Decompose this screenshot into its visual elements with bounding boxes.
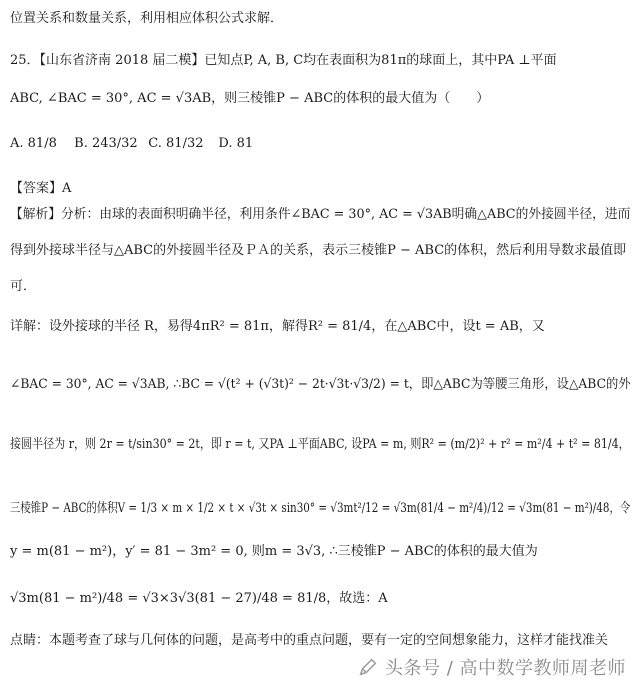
pen-icon xyxy=(357,656,379,678)
watermark-text: 头条号 / 高中数学教师周老师 xyxy=(384,658,626,679)
detail-line-5: y = m(81 − m²)，y′ = 81 − 3m² = 0, 则m = 3√3, ∴三棱锥P − ABC的体积的最大值为 xyxy=(10,544,538,559)
text-line-intro: 位置关系和数量关系，利用相应体积公式求解． xyxy=(10,11,284,26)
answer-line: 【答案】A xyxy=(10,181,72,196)
question-line-2: ABC, ∠BAC = 30°, AC = √3AB，则三棱锥P − ABC的体积的最大值为（ ） xyxy=(10,91,490,106)
detail-line-4: 三棱锥P − ABC的体积V = 1/3 × m × 1/2 × t × √3t × sin30° = √3mt²/12 = √3m(81/4 − m²/4)/12 = √3m(81 − m²)/48，令 xyxy=(10,501,631,516)
question-line-1: 25．【山东省济南 2018 届二模】已知点P, A, B, C均在表面积为81π的球面上，其中PA ⊥平面 xyxy=(10,53,557,68)
detail-line-2: ∠BAC = 30°, AC = √3AB, ∴BC = √(t² + (√3t)² − 2t·√3t·√3/2) = t，即△ABC为等腰三角形，设△ABC的外 xyxy=(10,377,631,392)
comment-line: 点睛：本题考查了球与几何体的问题，是高考中的重点问题，要有一定的空间想象能力，这样才能找准关 xyxy=(10,633,609,648)
options-row xyxy=(10,135,253,153)
detail-line-6: √3m(81 − m²)/48 = √3×3√3(81 − 27)/48 = 81/8，故选：A xyxy=(10,591,388,606)
option-a: A. 81/8 xyxy=(10,136,57,151)
analysis-line-3: 可． xyxy=(10,279,37,294)
option-c: C. 81/32 xyxy=(148,136,204,151)
analysis-line-2: 得到外接球半径与△ABC的外接圆半径及ＰＡ的关系，表示三棱锥P − ABC的体积，然后利用导数求最值即 xyxy=(10,243,627,258)
watermark xyxy=(357,654,626,680)
detail-line-1: 详解：设外接球的半径 R，易得4πR² = 81π，解得R² = 81/4，在△ABC中，设t = AB，又 xyxy=(10,319,545,334)
option-b: B. 243/32 xyxy=(74,136,138,151)
detail-line-3: 接圆半径为 r，则 2r = t/sin30° = 2t，即 r = t, 又PA ⊥平面ABC, 设PA = m, 则R² = (m/2)² + r² = m²/4 + t² = 81/4， xyxy=(10,437,630,452)
option-d: D. 81 xyxy=(218,136,254,151)
analysis-line-1: 【解析】分析：由球的表面积明确半径，利用条件∠BAC = 30°, AC = √3AB明确△ABC的外接圆半径，进而 xyxy=(10,207,631,222)
